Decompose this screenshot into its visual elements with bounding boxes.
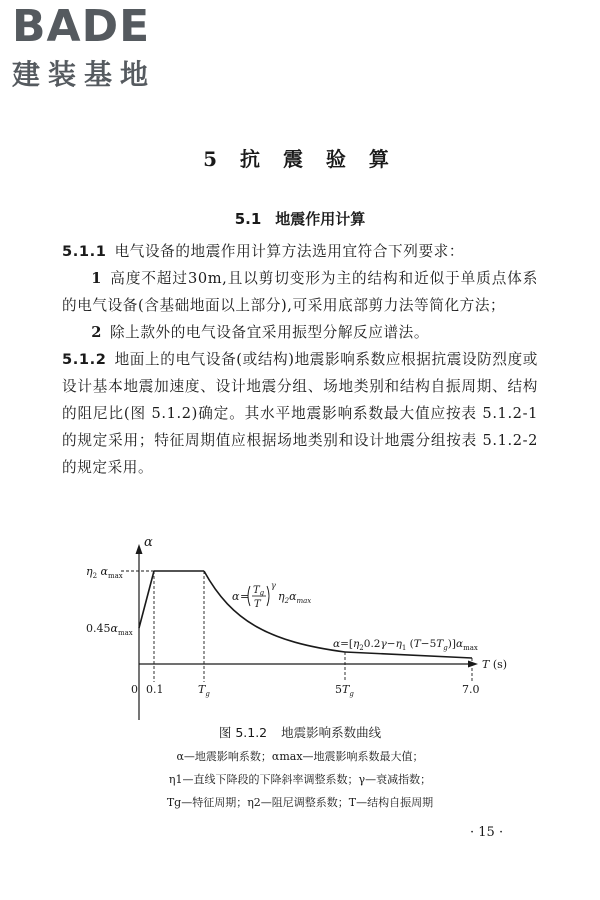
figure-legend-line-1: α—地震影响系数；αmax—地震影响系数最大值； <box>176 750 424 763</box>
clause-number: 5.1.2 <box>62 351 107 368</box>
figure-legend-line-3: Tg—特征周期；η2—阻尼调整系数；T—结构自振周期 <box>166 796 434 809</box>
svg-text:α: α <box>232 590 240 603</box>
series-linear-descent <box>345 652 472 658</box>
item-number: 1 <box>91 270 102 287</box>
y-tick-eta2-amax: $\eta_2$ $\alpha_{max}$ <box>86 565 123 580</box>
y-tick-0-45-amax: $0.45\alpha_{max}$ <box>86 622 133 637</box>
y-axis-label: α <box>144 535 153 550</box>
svg-text:α=[η20.2γ−η1 (T−5Tg)]αmax: $\alpha=[\eta_20.2\gamma-\eta_1$ $(T-5T_g)]\alpha_{max}$ <box>333 638 478 652</box>
annotation-decay-formula <box>232 581 311 610</box>
annotation-linear-formula <box>333 638 478 652</box>
logo-subtitle: 建装基地 <box>12 58 157 91</box>
figure-caption <box>0 723 600 741</box>
section-title <box>0 208 600 229</box>
logo <box>12 2 182 92</box>
item-text: 除上款外的电气设备宜采用振型分解反应谱法。 <box>109 324 430 341</box>
x-tick-tg: $T_g$ <box>198 683 210 698</box>
body-text <box>62 238 538 481</box>
x-tick-7-0: 7.0 <box>462 683 480 696</box>
item-number: 2 <box>91 324 102 341</box>
chapter-title: 5 抗 震 验 算 <box>203 147 397 171</box>
x-axis-label: T (s) <box>482 658 508 671</box>
figure-title: 地震影响系数曲线 <box>281 725 382 740</box>
svg-text:η2αmax: $\eta_2\alpha_{max}$ <box>278 590 312 605</box>
logo-brand: BADE <box>12 1 151 52</box>
clause-5-1-1 <box>62 238 538 265</box>
y-axis-arrow <box>136 544 143 554</box>
clause-text: 地面上的电气设备(或结构)地震影响系数应根据抗震设防烈度或设计基本地震加速度、设计地震分组、场地类别和结构自振周期、结构的阻尼比(图 5.1.2)确定。其水平地震影响系数最大值应按表 5.1.2-1 的规定采用；特征周期值应根据场地类别和设计地震分组按表 5.1.2-2 的规定采用。 <box>62 351 538 476</box>
clause-item-1 <box>62 265 538 319</box>
x-axis-arrow <box>468 661 478 668</box>
clause-number: 5.1.1 <box>62 243 107 260</box>
page-number: · 15 · <box>470 825 504 840</box>
svg-text:T: T <box>254 599 261 610</box>
item-text: 高度不超过30m,且以剪切变形为主的结构和近似于单质点体系的电气设备(含基础地面以上部分),可采用底部剪力法等简化方法； <box>62 270 538 314</box>
figure-number: 图 5.1.2 <box>218 725 268 740</box>
svg-text:γ: γ <box>271 581 276 590</box>
x-tick-5tg: $5T_g$ <box>335 683 354 698</box>
series-rising-line <box>139 571 154 628</box>
section-number: 5.1 <box>234 210 262 228</box>
x-tick-0: 0 <box>131 683 138 696</box>
clause-item-2 <box>62 319 538 346</box>
clause-5-1-2 <box>62 346 538 481</box>
figure-legend-line-2: η1—直线下降段的下降斜率调整系数；γ—衰减指数； <box>168 773 432 786</box>
x-tick-0-1: 0.1 <box>146 683 164 696</box>
clause-text: 电气设备的地震作用计算方法选用宜符合下列要求： <box>114 243 465 260</box>
seismic-coefficient-chart <box>0 530 600 730</box>
section-title-text: 地震作用计算 <box>275 210 366 228</box>
svg-text:=: = <box>240 590 250 603</box>
svg-text:Tg: $T_g$ <box>253 585 265 597</box>
